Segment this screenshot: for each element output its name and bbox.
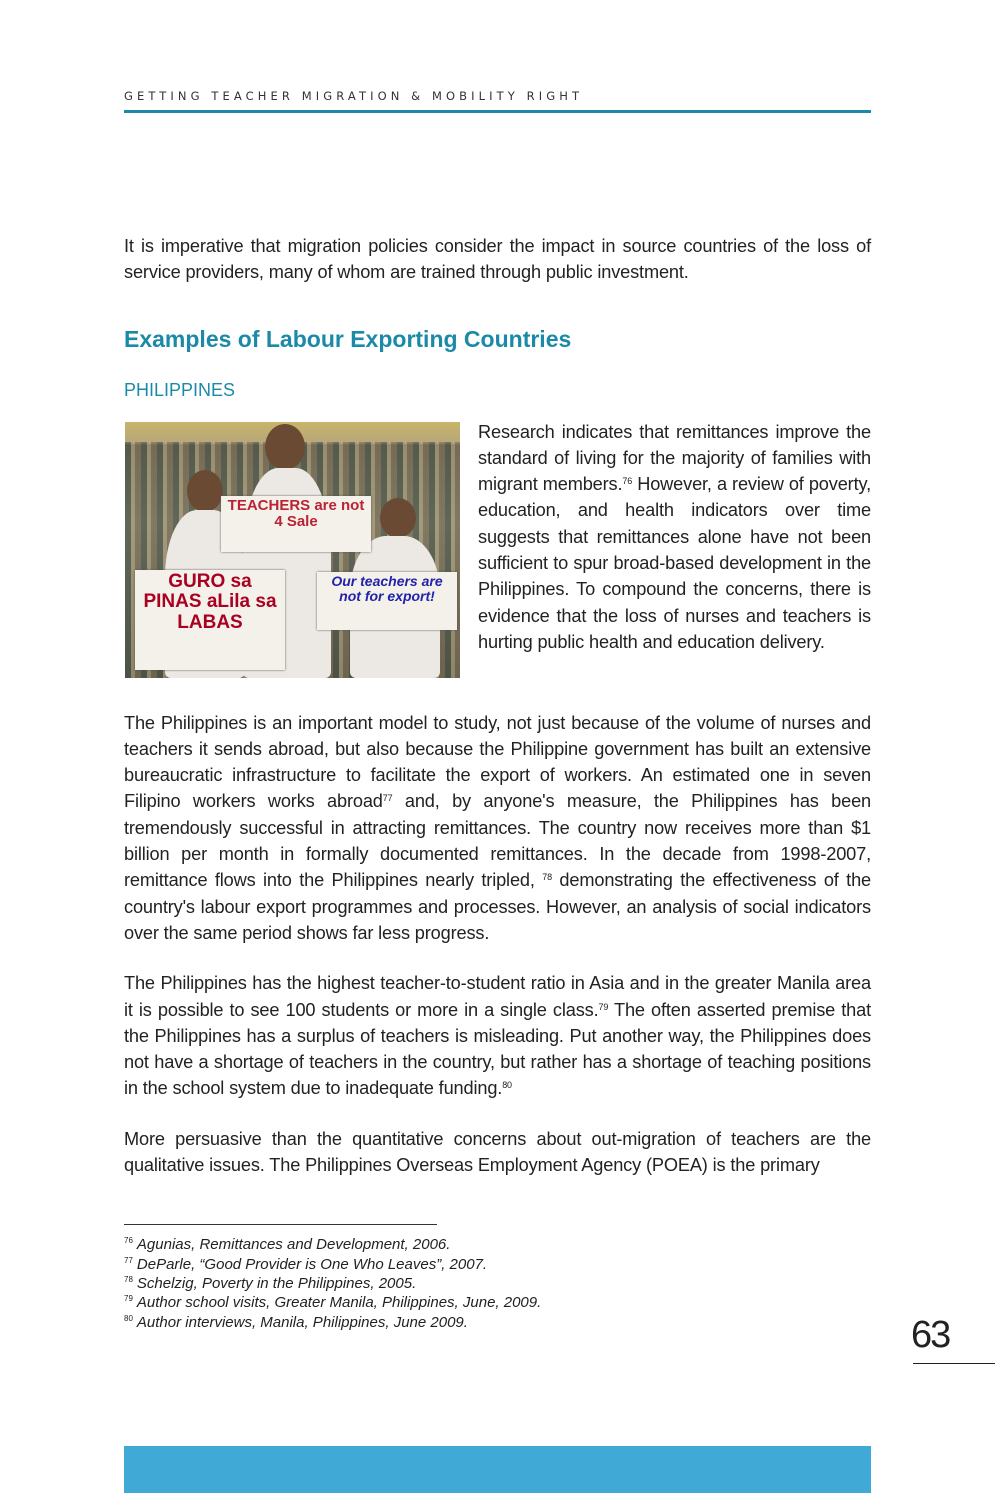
main-column — [124, 233, 871, 1332]
footnotes — [124, 1235, 871, 1331]
paragraph-teacher-ratio: The Philippines has the highest teacher-to-student ratio in Asia and in the greater Manila area it is possible to see 100 students or more in a single class.$^{79}$ The often asserted premise that the Philippines has a surplus of teachers is misleading. Put another way, the Philippines does not have a shortage of teachers in the country, but rather has a shortage of teaching positions in the school system due to inadequate funding.$^{80}$ — [124, 973, 871, 1099]
footnote-ref[interactable]: 77 — [382, 793, 393, 804]
paragraph-qualitative: More persuasive than the quantitative concerns about out-migration of teachers are the qualitative issues. The Philippines Overseas Employment Agency (POEA) is the primary — [124, 1128, 871, 1176]
header-rule — [124, 110, 871, 113]
intro-paragraph: It is imperative that migration policies consider the impact in source countries of the loss of service providers, many of whom are trained through public investment. — [124, 236, 871, 283]
page-number: 63 — [911, 1314, 950, 1356]
sign-teachers-not-for-sale: TEACHERS are not 4 Sale — [221, 496, 371, 552]
paragraph-philippines-model: The Philippines is an important model to study, not just because of the volume of nurses and teachers it sends abroad, but also because the Philippine government has built an extensive bureaucratic infrastructure to facilitate the export of workers. An estimated one in seven Filipino workers works abroad$^{77}$ and, by anyone's measure, the Philippines has been tremendously successful in attracting remittances. The country now receives more than $1 billion per month in formally documented remittances. In the decade from 1998-2007, remittance flows into the Philippines nearly tripled, $^{78}$ demonstrating the effectiveness of the country's labour export programmes and processes. However, an analysis of social indicators over the same period shows far less progress. — [124, 712, 871, 943]
footnote-ref[interactable]: 78 — [542, 872, 552, 883]
footnote-ref[interactable]: 76 — [622, 476, 633, 487]
protest-photo — [125, 422, 460, 678]
sign-guro-sa-pinas: GURO sa PINAS aLila sa LABAS — [135, 570, 285, 670]
page-number-rule — [913, 1363, 995, 1364]
sign-not-for-export: Our teachers are not for export! — [317, 572, 457, 630]
subheading-philippines: PHILIPPINES — [124, 379, 236, 400]
running-header: GETTING TEACHER MIGRATION & MOBILITY RIGHT — [124, 89, 584, 103]
footer-bar — [124, 1446, 871, 1493]
footnote-ref[interactable]: 79 — [598, 1001, 609, 1012]
section-heading: Examples of Labour Exporting Countries — [124, 325, 572, 352]
footnote-rule — [124, 1224, 437, 1225]
footnote: $^{79}$ Author school visits, Greater Manila, Philippines, June, 2009. — [124, 1294, 542, 1312]
footnote: $^{80}$ Author interviews, Manila, Philippines, June 2009. — [124, 1313, 468, 1331]
footnote-ref[interactable]: 80 — [502, 1080, 512, 1091]
footnote: $^{78}$ Schelzig, Poverty in the Philippines, 2005. — [124, 1274, 417, 1292]
footnote: $^{77}$ DeParle, “Good Provider is One Who Leaves”, 2007. — [124, 1255, 488, 1273]
photo-with-text — [124, 422, 871, 682]
footnote: $^{76}$ Agunias, Remittances and Development, 2006. — [124, 1236, 451, 1254]
paragraph-remittances: Research indicates that remittances improve the standard of living for the majority of families with migrant members.$^{76}$ However, a review of poverty, education, and health indicators over time suggests that remittances alone have not been sufficient to spur broad-based development in the Philippines. To compound the concerns, there is evidence that the loss of nurses and teachers is hurting public health and education delivery. — [478, 421, 871, 652]
